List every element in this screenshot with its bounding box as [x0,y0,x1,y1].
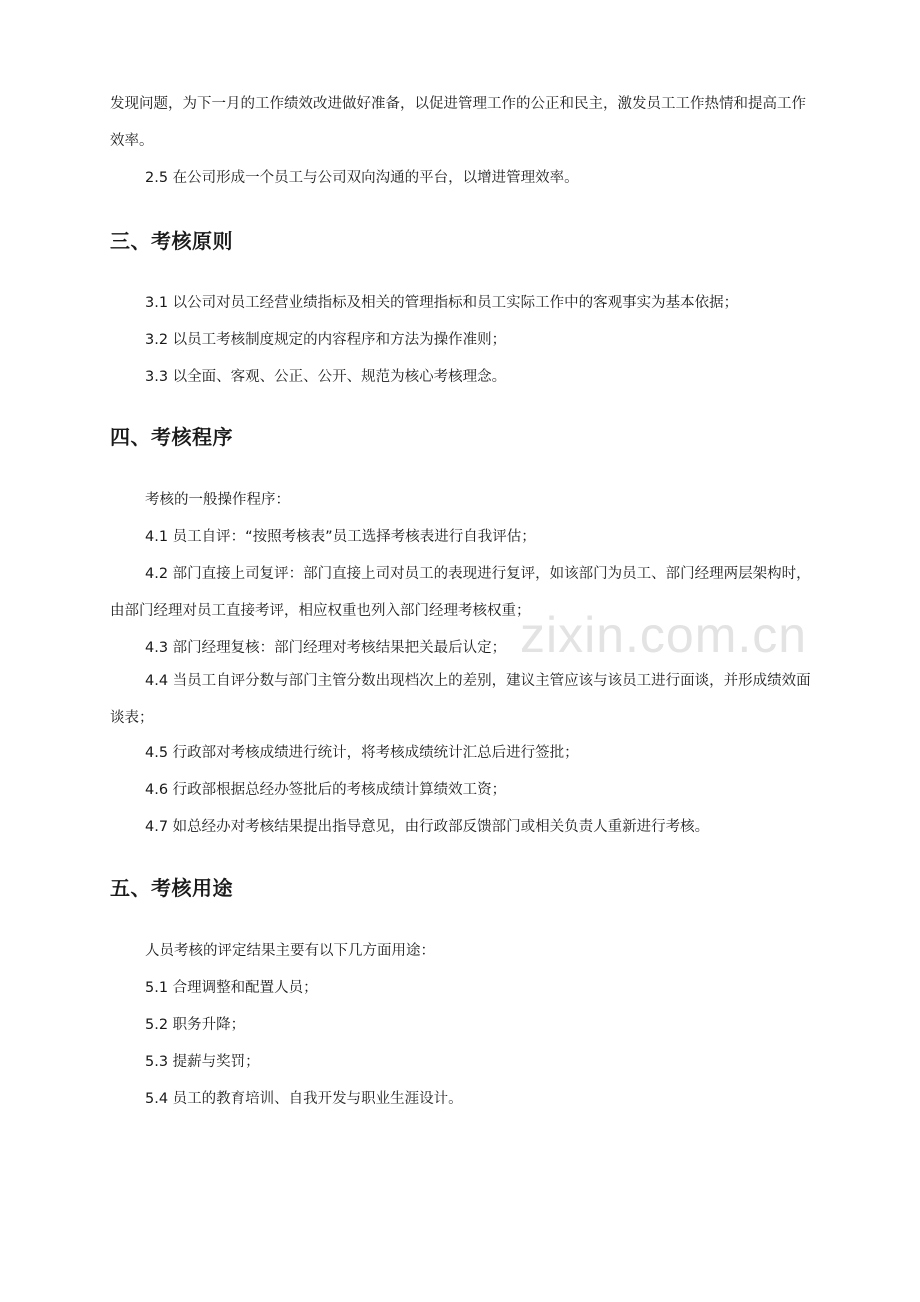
paragraph-continuation: 发现问题，为下一月的工作绩效改进做好准备，以促进管理工作的公正和民主，激发员工工作热情和提高工作效率。 [110,96,806,149]
watermark: zixin.com.cn [520,607,808,663]
list-item-3-1: 3.1 以公司对员工经营业绩指标及相关的管理指标和员工实际工作中的客观事实为基本依据； [145,295,739,311]
list-item-3-2: 3.2 以员工考核制度规定的内容程序和方法为操作准则； [145,332,507,348]
section-5-heading: 五、考核用途 [110,876,233,900]
list-item-4-5: 4.5 行政部对考核成绩进行统计，将考核成绩统计汇总后进行签批； [145,745,579,761]
list-item-4-7: 4.7 如总经办对考核结果提出指导意见，由行政部反馈部门或相关负责人重新进行考核。 [145,819,710,835]
list-item-5-1: 5.1 合理调整和配置人员； [145,980,318,996]
list-item-4-1: 4.1 员工自评：“按照考核表”员工选择考核表进行自我评估； [145,529,536,545]
section-4-heading: 四、考核程序 [110,425,233,449]
list-item-4-4: 4.4 当员工自评分数与部门主管分数出现档次上的差别，建议主管应该与该员工进行面谈，并形成绩效面谈表； [110,673,811,726]
section-5-intro: 人员考核的评定结果主要有以下几方面用途： [145,943,435,959]
list-item-4-3: 4.3 部门经理复核：部门经理对考核结果把关最后认定； [145,640,507,656]
list-item-5-4: 5.4 员工的教育培训、自我开发与职业生涯设计。 [145,1091,463,1107]
list-item-4-2: 4.2 部门直接上司复评：部门直接上司对员工的表现进行复评，如该部门为员工、部门经理两层架构时，由部门经理对员工直接考评，相应权重也列入部门经理考核权重； [110,566,811,619]
section-3-heading: 三、考核原则 [110,229,233,253]
list-item-3-3: 3.3 以全面、客观、公正、公开、规范为核心考核理念。 [145,369,507,385]
list-item-4-6: 4.6 行政部根据总经办签批后的考核成绩计算绩效工资； [145,782,507,798]
list-item-5-3: 5.3 提薪与奖罚； [145,1054,260,1070]
list-item-5-2: 5.2 职务升降； [145,1017,246,1033]
paragraph-2-5: 2.5 在公司形成一个员工与公司双向沟通的平台，以增进管理效率。 [145,170,579,186]
section-4-intro: 考核的一般操作程序： [145,492,290,508]
